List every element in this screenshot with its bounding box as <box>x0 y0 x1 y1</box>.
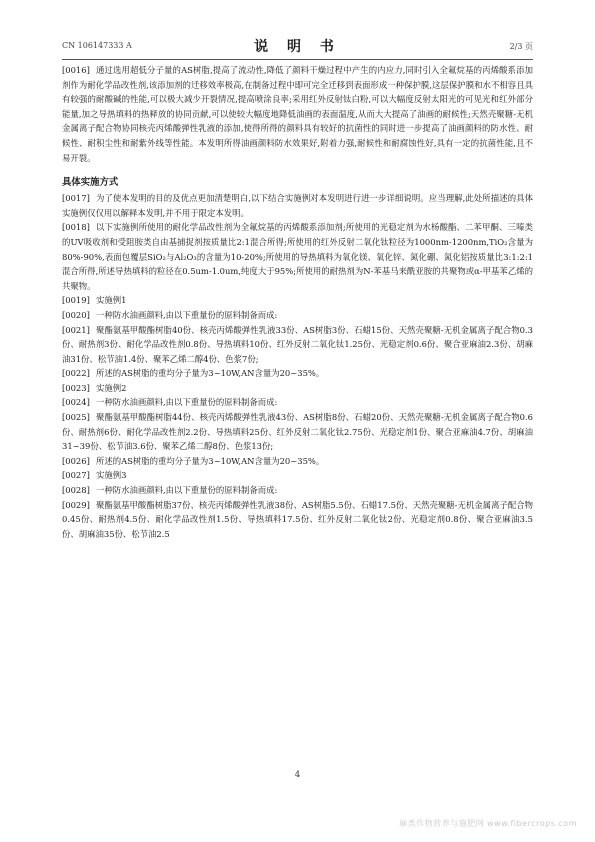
paragraph <box>62 63 533 165</box>
paragraph-text: 所述的AS树脂的重均分子量为3~10W,AN含量为20~35%。 <box>96 455 325 466</box>
paragraph <box>62 191 533 220</box>
page-header <box>62 36 533 58</box>
paragraph-number: [0028] <box>62 485 90 496</box>
paragraph-text: 聚酯氨基甲酸酯树脂37份、核壳丙烯酸弹性乳液38份、AS树脂5.5份、石蜡17.5份、天然壳聚糖-无机金属离子配合物0.45份、耐热剂4.5份、耐化学品改性剂1.5份、导热填料17.5份、红外反射二氧化钛2份、光稳定剂0.8份、聚合亚麻油3.5份、胡麻油35份、松节油2.5 <box>62 499 533 539</box>
paragraph-number: [0017] <box>62 193 90 204</box>
paragraph-text: 通过选用超低分子量的AS树脂,提高了流动性,降低了颜料干燥过程中产生的内应力,同时引入全氟烷基的丙烯酸系添加剂作为耐化学品改性剂,该添加剂的迁移效率极高,在制备过程中即可完全迁移到表面形成一种保护膜,这层保护膜和水不相容且具有较强的耐酸碱的性能,可以极大减少开裂情况,提高喷涂良率;采用红外反射钛白粉,可以大幅度反射太阳光的可见光和红外部分能量,加之导热填料的热释放的协同贡献,可以使较大幅度地降低油画的表面温度,从而大大提高了油画的耐候性;天然壳聚糖-无机金属离子配合物协同核壳丙烯酸弹性乳液的添加,使得所得的颜料具有较好的抗菌性的同时进一步提高了油画颜料的防水性、耐候性、耐积尘性和耐紫外线等性能。本发明所得油画颜料防水效果好,附着力强,耐候性和耐腐蚀性好,具有一定的抗菌性能,且不易开裂。 <box>62 65 533 163</box>
paragraph <box>62 308 533 323</box>
paragraph-number: [0025] <box>62 412 90 423</box>
paragraph <box>62 395 533 410</box>
paragraph-number: [0027] <box>62 470 90 481</box>
intro-paragraphs <box>62 63 533 165</box>
paragraph-number: [0024] <box>62 397 90 408</box>
page-number: 4 <box>294 770 301 780</box>
paragraph-text: 实施例1 <box>96 295 127 306</box>
paragraph <box>62 381 533 396</box>
paragraph-number: [0020] <box>62 309 90 320</box>
paragraph-text: 所述的AS树脂的重均分子量为3~10W,AN含量为20~35%。 <box>96 368 325 379</box>
paragraph-text: 实施例2 <box>96 382 127 393</box>
paragraph-text: 实施例3 <box>96 470 127 481</box>
paragraph-text: 一种防水油画颜料,由以下重量份的原料制备而成: <box>96 485 278 496</box>
paragraph-text: 为了使本发明的目的及优点更加清楚明白,以下结合实施例对本发明进行进一步详细说明。应当理解,此处所描述的具体实施例仅仅用以解释本发明,并不用于限定本发明。 <box>62 193 533 218</box>
site-watermark: 麻类作物营养与施肥网 www.fibercrops.com <box>399 819 577 828</box>
paragraph-number: [0022] <box>62 368 90 379</box>
paragraph-text: 一种防水油画颜料,由以下重量份的原料制备而成: <box>96 309 278 320</box>
paragraph-number: [0021] <box>62 324 90 335</box>
paragraph <box>62 454 533 469</box>
paragraph-list <box>62 191 533 541</box>
paragraph-text: 聚酯氨基甲酸酯树脂40份、核壳丙烯酸弹性乳液33份、AS树脂3份、石蜡15份、天然壳聚糖-无机金属离子配合物0.3份、耐热剂3份、耐化学品改性剂0.8份、导热填料10份、红外反射二氧化钛1.25份、光稳定剂0.6份、聚合亚麻油2.3份、胡麻油31份、松节油1.4份、聚苯乙烯二醇4份、色浆7份; <box>62 324 533 364</box>
paragraph <box>62 410 533 454</box>
paragraph-number: [0016] <box>62 65 90 75</box>
patent-number: CN 106147333 A <box>62 41 132 50</box>
paragraph <box>62 498 533 542</box>
header-rule <box>62 59 533 60</box>
paragraph-text: 聚酯氨基甲酸酯树脂44份、核壳丙烯酸弹性乳液43份、AS树脂8份、石蜡20份、天然壳聚糖-无机金属离子配合物0.6份、耐热剂6份、耐化学品改性剂2.2份、导热填料25份、红外反射二氧化钛2.75份、光稳定剂1份、聚合亚麻油4.7份、胡麻油31~39份、松节油3.6份、聚苯乙烯二醇8份、色浆13份; <box>62 412 533 452</box>
paragraph-text: 一种防水油画颜料,由以下重量份的原料制备而成: <box>96 397 278 408</box>
document-title: 说 明 书 <box>254 39 341 55</box>
paragraph-number: [0026] <box>62 455 90 466</box>
paragraph-number: [0019] <box>62 295 90 306</box>
paragraph <box>62 366 533 381</box>
paragraph <box>62 483 533 498</box>
paragraph-number: [0029] <box>62 499 90 510</box>
section-heading: 具体实施方式 <box>62 177 119 189</box>
paragraph <box>62 220 533 293</box>
document-body <box>62 63 533 541</box>
paragraph <box>62 323 533 367</box>
paragraph <box>62 293 533 308</box>
page-indicator: 2/3 页 <box>509 42 533 51</box>
paragraph <box>62 468 533 483</box>
paragraph-number: [0018] <box>62 222 90 233</box>
paragraph-text: 以下实施例所使用的耐化学品改性剂为全氟烷基的丙烯酸系添加剂;所使用的光稳定剂为水杨酸酯、二苯甲酮、三嗪类的UV吸收剂和受阻胺类自由基捕捉剂按质量比2:1混合所得;所使用的红外反射二氧化钛粒径为1000nm-1200nm,TiO₂含量为80%-90%,表面包覆层SiO₂与Al₂O₃的含量为10-20%;所使用的导热填料为氧化镁、氧化锌、氮化硼、氮化铝按质量比3:1:2:1混合所得,所述导热填料的粒径在0.5um-1.0um,纯度大于95%;所使用的耐热剂为N-苯基马来酰亚胺的共聚物或α-甲基苯乙烯的共聚物。 <box>62 222 533 291</box>
paragraph-number: [0023] <box>62 382 90 393</box>
